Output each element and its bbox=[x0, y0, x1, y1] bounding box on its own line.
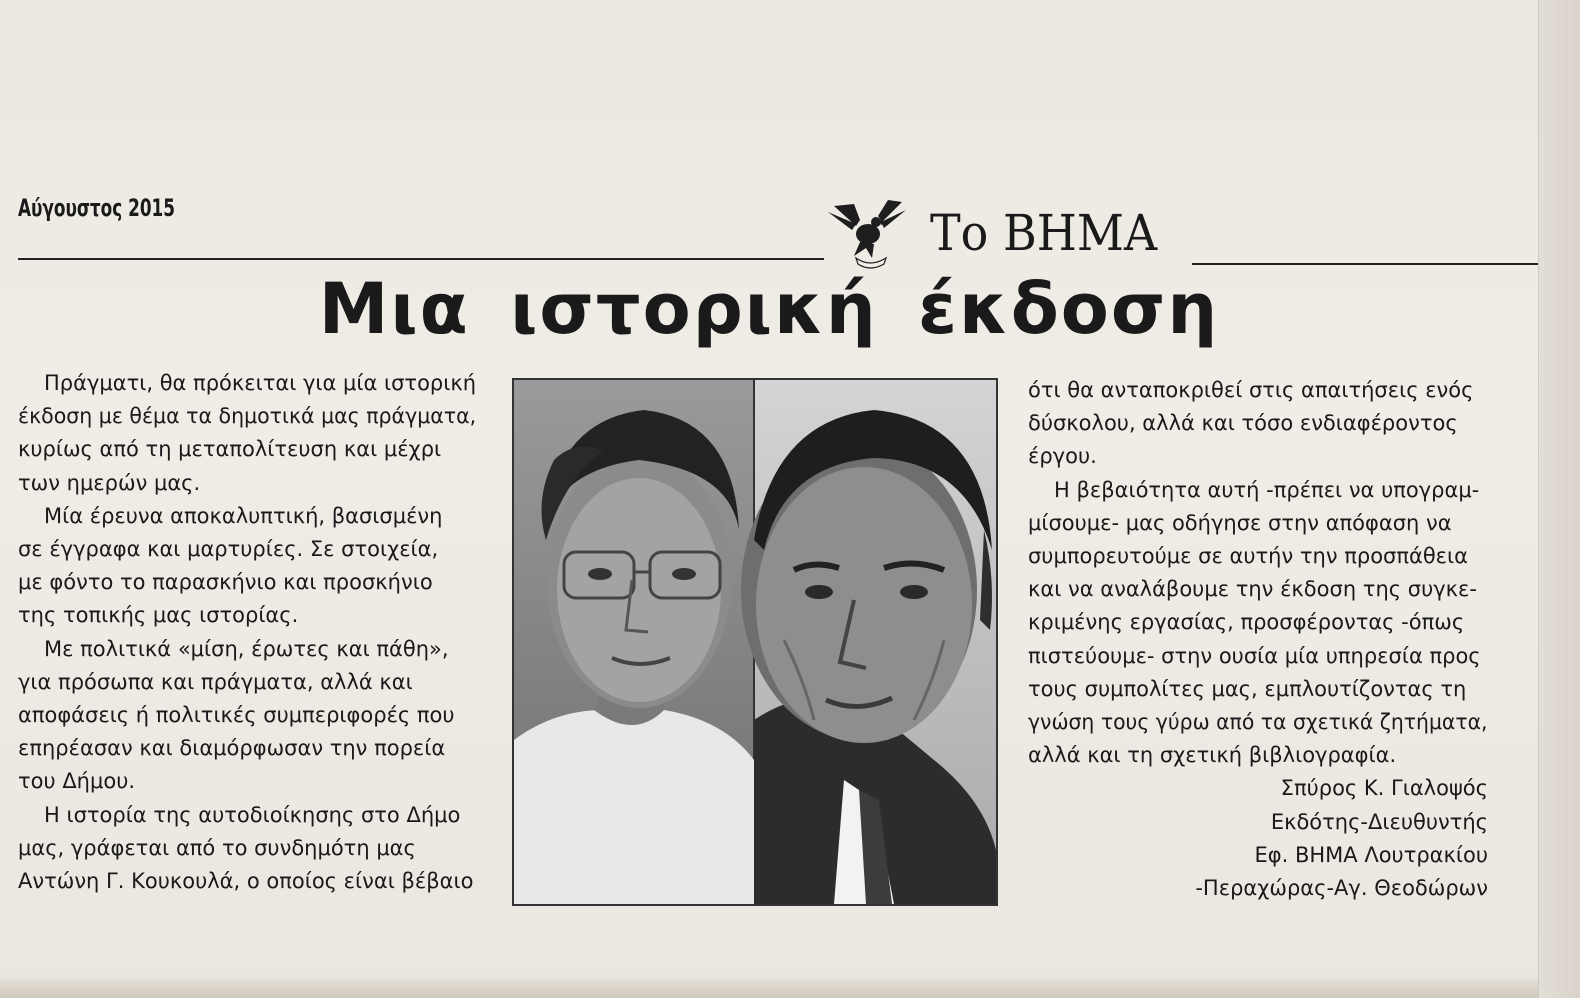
masthead-rule-right bbox=[1192, 263, 1538, 265]
text-line: του Δήμου. bbox=[18, 769, 136, 794]
masthead-rule-left bbox=[18, 258, 824, 260]
text-line: Η ιστορία της αυτοδιοίκησης στο Δήμο bbox=[44, 802, 461, 827]
two-men-portrait-photo-icon bbox=[514, 380, 996, 904]
signature-region: -Περαχώρας-Αγ. Θεοδώρων bbox=[1195, 876, 1488, 901]
signature-name: Σπύρος Κ. Γιαλοψός bbox=[1280, 776, 1488, 801]
text-line: Η βεβαιότητα αυτή -πρέπει να υπογραμ- bbox=[1054, 477, 1480, 502]
text-line: Με πολιτικά «μίση, έρωτες και πάθη», bbox=[44, 636, 449, 661]
text-line: Αντώνη Γ. Κουκουλά, ο οποίος είναι βέβαιο bbox=[18, 869, 474, 894]
text-line: αλλά και τη σχετική βιβλιογραφία. bbox=[1028, 743, 1397, 768]
text-line: έκδοση με θέμα τα δημοτικά μας πράγματα, bbox=[18, 404, 477, 429]
signature-title: Εκδότης-Διευθυντής bbox=[1270, 809, 1488, 834]
text-line: κριμένης εργασίας, προσφέροντας -όπως bbox=[1028, 610, 1465, 635]
text-line: μας, γράφεται από το συνδημότη μας bbox=[18, 835, 416, 860]
article-left-column bbox=[18, 367, 476, 898]
article-right-column bbox=[1028, 374, 1488, 905]
text-line: έργου. bbox=[1028, 444, 1097, 469]
text-line: μίσουμε- μας οδήγησε στην απόφαση να bbox=[1028, 510, 1452, 535]
text-line: ότι θα ανταποκριθεί στις απαιτήσεις ενός bbox=[1028, 378, 1474, 402]
text-line: Πράγματι, θα πρόκειται για μία ιστορική bbox=[44, 371, 477, 395]
text-line: τους συμπολίτες μας, εμπλουτίζοντας τη bbox=[1028, 676, 1467, 701]
text-line: συμπορευτούμε σε αυτήν την προσπάθεια bbox=[1028, 544, 1468, 569]
text-line: Μία έρευνα αποκαλυπτική, βασισμένη bbox=[44, 503, 443, 528]
page-edge bbox=[1538, 0, 1580, 998]
signature-newspaper: Εφ. ΒΗΜΑ Λουτρακίου bbox=[1254, 842, 1488, 867]
article-headline: Μια ιστορική έκδοση bbox=[318, 268, 1220, 350]
text-line: δύσκολου, αλλά και τόσο ενδιαφέροντος bbox=[1028, 411, 1458, 436]
text-line: για πρόσωπα και πράγματα, αλλά και bbox=[18, 669, 413, 694]
text-line: και να αναλάβουμε την έκδοση της συγκε- bbox=[1028, 577, 1477, 602]
text-line: γνώση τους γύρω από τα σχετικά ζητήματα, bbox=[1028, 710, 1488, 735]
text-line: των ημερών μας. bbox=[18, 470, 201, 495]
text-line: αποφάσεις ή πολιτικές συμπεριφορές που bbox=[18, 703, 455, 728]
text-line: πιστεύουμε- στην ουσία μία υπηρεσία προς bbox=[1028, 643, 1481, 668]
issue-date: Αύγουστος 2015 bbox=[18, 194, 175, 222]
text-line: σε έγγραφα και μαρτυρίες. Σε στοιχεία, bbox=[18, 537, 439, 562]
text-line: επηρέασαν και διαμόρφωσαν την πορεία bbox=[18, 736, 446, 761]
text-line: της τοπικής μας ιστορίας. bbox=[18, 603, 299, 628]
masthead-title: Το ΒΗΜΑ bbox=[930, 204, 1158, 262]
portrait-photo bbox=[512, 378, 998, 906]
page-bottom-fold bbox=[0, 978, 1538, 998]
text-line: με φόντο το παρασκήνιο και προσκήνιο bbox=[18, 570, 433, 595]
eagle-emblem-icon bbox=[826, 198, 910, 272]
text-line: κυρίως από τη μεταπολίτευση και μέχρι bbox=[18, 437, 442, 462]
